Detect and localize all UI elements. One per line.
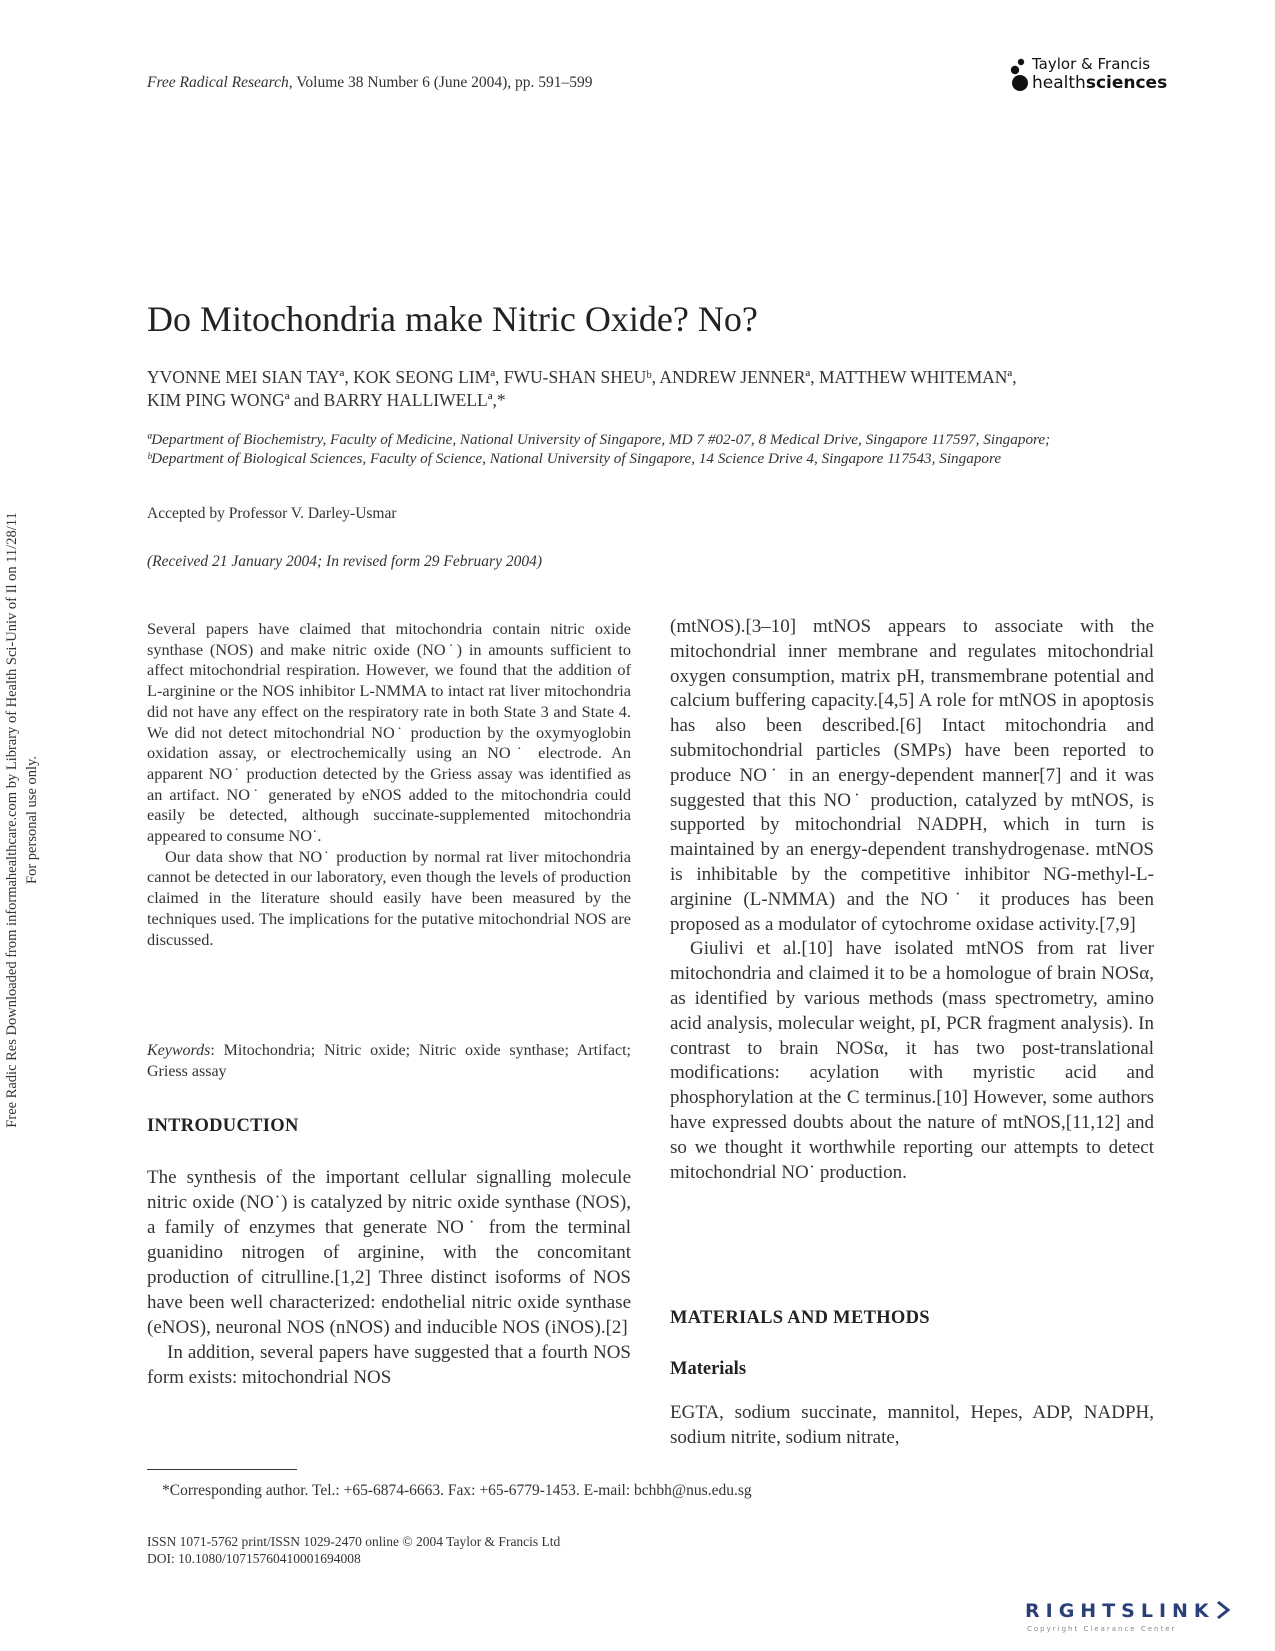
chevron-right-icon (1215, 1600, 1231, 1620)
materials-text: EGTA, sodium succinate, mannitol, Hepes, ADP, NADPH, sodium nitrite, sodium nitrate, (670, 1402, 1154, 1448)
tf-dots-icon (1008, 57, 1032, 93)
journal-citation (147, 74, 593, 92)
watermark-line-1: Free Radic Res Downloaded from informahealthcare.com by Library of Health Sci-Univ of Il on 11/28/11 (4, 512, 20, 1128)
right-column-body (670, 615, 1154, 1185)
materials-methods-heading: MATERIALS AND METHODS (670, 1308, 930, 1328)
publisher-health: health (1032, 73, 1086, 93)
right-paragraph-2: Giulivi et al.[10] have isolated mtNOS from rat liver mitochondria and claimed it to be a homologue of brain NOSα, as identified by various methods (mass spectrometry, amino acid analysis, molecular weight, pI, PCR fragment analysis). In contrast to brain NOSα, it has two post-translational modifications: acylation with myristic acid and phosphorylation at the C terminus.[10] However, some authors have expressed doubts about the nature of mtNOS,[11,12] and so we thought it worthwhile reporting our attempts to detect mitochondrial NO˙ production. (670, 938, 1154, 1183)
intro-paragraph-2: In addition, several papers have suggested that a fourth NOS form exists: mitochondrial NOS (147, 1342, 631, 1388)
corresponding-author-footnote: *Corresponding author. Tel.: +65-6874-6663. Fax: +65-6779-1453. E-mail: bchbh@nus.edu.sg (162, 1482, 752, 1499)
doi-line: DOI: 10.1080/10715760410001694008 (147, 1551, 361, 1566)
rightslink-rights: RIGHTS (1025, 1600, 1141, 1622)
received-dates: (Received 21 January 2004; In revised form 29 February 2004) (147, 553, 542, 570)
affiliations (147, 430, 1157, 468)
citation-details: , Volume 38 Number 6 (June 2004), pp. 591–599 (288, 74, 593, 91)
abstract (147, 619, 631, 950)
introduction-body (147, 1165, 631, 1390)
issn-doi-block (147, 1533, 560, 1567)
footnote-rule (147, 1469, 297, 1470)
article-title: Do Mitochondria make Nitric Oxide? No? (147, 299, 758, 339)
intro-paragraph-1: The synthesis of the important cellular signalling molecule nitric oxide (NO˙) is catalyzed by nitric oxide synthase (NOS), a family of enzymes that generate NO˙ from the terminal guanidino nitrogen of arginine, with the concomitant production of citrulline.[1,2] Three distinct isoforms of NOS have been well characterized: endothelial nitric oxide synthase (eNOS), neuronal NOS (nNOS) and inducible NOS (iNOS).[2] (147, 1167, 631, 1338)
publisher-logo (1008, 55, 1168, 97)
keywords-label: Keywords (147, 1042, 211, 1059)
accepted-by: Accepted by Professor V. Darley-Usmar (147, 505, 397, 522)
authors-line-2: KIM PING WONGª and BARRY HALLIWELLª,* (147, 390, 506, 410)
authors-line-1: YVONNE MEI SIAN TAYª, KOK SEONG LIMª, FWU-SHAN SHEUᵇ, ANDREW JENNERª, MATTHEW WHITEMANª, (147, 367, 1017, 387)
abstract-paragraph-2: Our data show that NO˙ production by normal rat liver mitochondria cannot be detected in our laboratory, even though the levels of production claimed in the literature should easily have been measured by the techniques used. The implications for the putative mitochondrial NOS are discussed. (147, 846, 631, 949)
affiliation-b: ᵇDepartment of Biological Sciences, Faculty of Science, National University of Singapore, 14 Science Drive 4, Singapore 117543, Singapore (147, 450, 1002, 467)
watermark-line-2: For personal use only. (24, 756, 40, 884)
materials-subheading: Materials (670, 1359, 747, 1379)
keywords-text: : Mitochondria; Nitric oxide; Nitric oxide synthase; Artifact; Griess assay (147, 1042, 631, 1080)
rightslink-link: LINK (1140, 1600, 1215, 1622)
introduction-heading: INTRODUCTION (147, 1116, 299, 1136)
publisher-sciences: sciences (1085, 73, 1168, 93)
affiliation-a: ªDepartment of Biochemistry, Faculty of Medicine, National University of Singapore, MD 7 #02-07, 8 Medical Drive, Singapore 117597, Singapore; (147, 431, 1051, 448)
publisher-name: Taylor & Francis (1032, 55, 1151, 73)
issn-line: ISSN 1071-5762 print/ISSN 1029-2470 online © 2004 Taylor & Francis Ltd (147, 1534, 561, 1549)
right-paragraph-1: (mtNOS).[3–10] mtNOS appears to associate with the mitochondrial inner membrane and regulates mitochondrial oxygen consumption, matrix pH, transmembrane potential and calcium buffering capacity.[4,5] A role for mtNOS in apoptosis has also been described.[6] Intact mitochondria and submitochondrial particles (SMPs) have been reported to produce NO˙ in an energy-dependent manner[7] and it was suggested that this NO˙ production, catalyzed by mtNOS, is supported by mitochondrial NADPH, which in turn is maintained by an energy-dependent transhydrogenase. mtNOS is inhibitable by the competitive inhibitor NG-methyl-L-arginine (L-NMMA) and the NO˙ it produces has been proposed as a modulator of cytochrome oxidase activity.[7,9] (670, 616, 1154, 935)
download-watermark (2, 470, 40, 1170)
journal-name: Free Radical Research (147, 74, 289, 91)
rightslink-logo[interactable] (1025, 1600, 1265, 1640)
rightslink-subtitle: Copyright Clearance Center (1027, 1625, 1177, 1633)
abstract-paragraph-1: Several papers have claimed that mitochondria contain nitric oxide synthase (NOS) and make nitric oxide (NO˙) in amounts sufficient to affect mitochondrial respiration. However, we found that the addition of L-arginine or the NOS inhibitor L-NMMA to intact rat liver mitochondria did not have any effect on the respiratory rate in both State 3 and State 4. We did not detect mitochondrial NO˙ production by the oxymyoglobin oxidation assay, or electrochemically using an NO˙ electrode. An apparent NO˙ production detected by the Griess assay was identified as an artifact. NO˙ generated by eNOS added to the mitochondria could easily be detected, although succinate-supplemented mitochondria appeared to consume NO˙. (147, 619, 631, 846)
keywords (147, 1040, 631, 1082)
author-list (147, 366, 1157, 412)
